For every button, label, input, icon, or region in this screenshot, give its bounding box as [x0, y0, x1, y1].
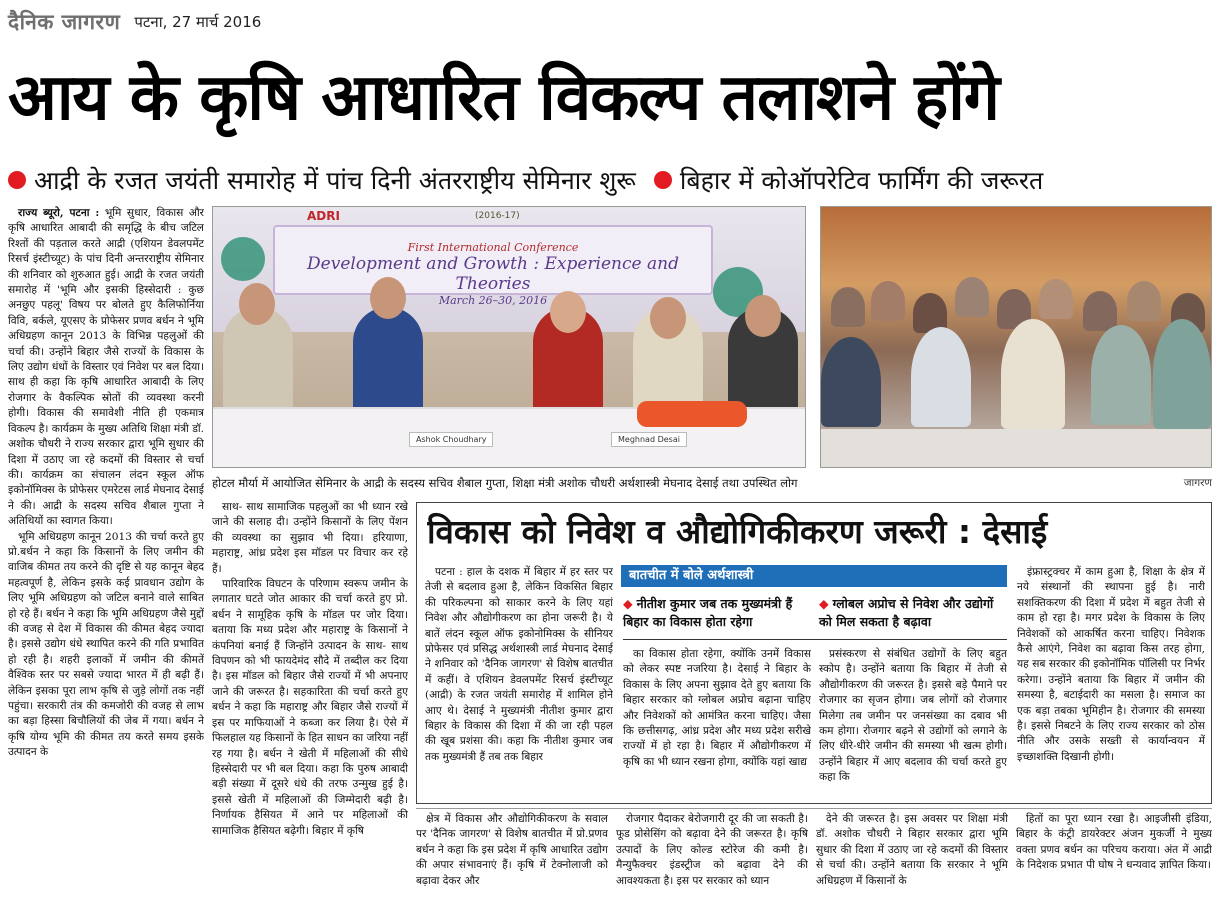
box-paragraph: का विकास होता रहेगा, क्योंकि उनमें विकास को लेकर स्पष्ट नजरिया है। देसाई ने बिहार के विकास के लिए अपना सुझाव देते हुए बताया कि बिहार सरकार को ग्लोबल अप्रोच बढ़ाना चाहिए और निवेशकों को आमंत्रित करना चाहिए। जैसा कि छत्तीसगढ़, आंध्र प्रदेश और मध्य प्रदेश सरीखे राज्यों में हो रहा है। बिहार में औद्योगीकरण में कृषि का भी ध्यान रखना होगा, क्योंकि यहां खाद्य — [623, 648, 811, 768]
subhead-row — [8, 160, 1212, 200]
box-column-2 — [623, 647, 811, 801]
boxed-story — [416, 502, 1212, 804]
speaker-head — [239, 283, 275, 325]
subhead-2: बिहार में कोऑपरेटिव फार्मिंग की जरूरत — [679, 166, 1044, 195]
speaker-head — [550, 291, 586, 333]
banner-line-2: Development and Growth : Experience and Theories — [307, 254, 679, 294]
audience-member — [1091, 325, 1151, 425]
newspaper-logo: दैनिक जागरण — [8, 9, 121, 34]
photo-credit: जागरण — [1183, 477, 1212, 489]
pull-quote-1 — [623, 595, 811, 631]
story-column-5 — [816, 812, 1008, 896]
story-paragraph: रोजगार पैदाकर बेरोजगारी दूर की जा सकती है। फूड प्रोसेसिंग को बढ़ावा देने की जरूरत है। कृषि उत्पादों के लिए कोल्ड स्टोरेज की कमी है। मैन्युफैक्चर इंडस्ट्रीज को बढ़ावा देने की आवश्यकता है। इस पर सरकार को ध्यान — [616, 813, 808, 887]
pull-quote-2 — [819, 595, 1007, 631]
story-paragraph: पारिवारिक विघटन के परिणाम स्वरूप जमीन के लगातार घटते जोत आकार की चर्चा करते हुए प्रो. बर्धन ने सामूहिक कृषि के मॉडल पर जोर दिया। बताया कि मध्य प्रदेश और महाराष्ट्र के किसानों ने कंपनियां बनाई हैं जिन्होंने उत्पादन के साथ- साथ विपणन को भी फायदेमंद सौदे में तब्दील कर दिया है। इस मॉडल को बिहार जैसे राज्यों में भी अपनाए जाने की जरूरत है। सहकारिता की चर्चा करते हुए बर्धन ने कहा कि महाराष्ट्र और बिहार जैसे राज्यों में इस पर माफियाओं ने कब्जा कर लिया है। ऐसे में फिलहाल यह किसानों के हित साधन का जरिया नहीं रह गया है। बर्धन ने खेती में महिलाओं की सीधे हिस्सेदारी पर भी बल दिया। कहा कि पुरुष आबादी बड़ी संख्या में दूसरे धंधे की तरफ उन्मुख हुई है। इससे खेती में महिलाओं की जिम्मेदारी बढ़ी है। निर्णायक हैसियत में आने पर महिलाओं की सामाजिक हैसियत बढ़ेगी। बिहार में कृषि — [212, 578, 408, 837]
red-bullet-icon — [654, 171, 672, 189]
audience-member — [1001, 319, 1065, 429]
story-column-3 — [416, 812, 608, 896]
pull-quote-divider — [623, 639, 1007, 640]
box-paragraph: प्रसंस्करण से संबंधित उद्योगों के लिए बहुत स्कोप है। उन्होंने बताया कि बिहार में तेजी से औद्योगीकरण की जरूरत है। इससे बड़े पैमाने पर रोजगार का सृजन होगा। जब लोगों को रोजगार मिलेगा तब जमीन पर जनसंख्या का दबाव भी कम होगा। रोजगार बढ़ने से उद्योगों को लगाने के लिए धीरे-धीरे जमीन की समस्या भी खत्म होगी। उन्होंने बिहार में आए बदलाव की चर्चा करते हुए कहा कि — [819, 648, 1007, 784]
audience-member — [831, 287, 865, 327]
red-bullet-icon — [8, 171, 26, 189]
story-paragraph: साथ- साथ सामाजिक पहलुओं का भी ध्यान रखे जाने की सलाह दी। उन्होंने किसानों के लिए पेंशन की व्यवस्था का सुझाव भी दिया। हरियाणा, महाराष्ट्र, आंध्र प्रदेश इस मॉडल पर विचार कर रहे हैं। — [212, 501, 408, 575]
story-column-4 — [616, 812, 808, 896]
audience-member — [955, 277, 989, 317]
subhead-1: आद्री के रजत जयंती समारोह में पांच दिनी अंतरराष्ट्रीय सेमिनार शुरू — [34, 166, 636, 195]
emblem-icon — [221, 237, 265, 281]
audience-member — [821, 337, 881, 427]
banner-line-1: First International Conference — [407, 241, 579, 254]
red-diamond-icon: ◆ — [623, 596, 633, 611]
interview-banner: बातचीत में बोले अर्थशास्त्री — [621, 565, 1007, 587]
nameplate: Meghnad Desai — [611, 432, 687, 447]
audience-member — [1039, 279, 1073, 319]
box-column-4 — [1017, 565, 1205, 801]
audience-member — [911, 327, 971, 427]
audience-member — [871, 281, 905, 321]
pull-quote-text: ग्लोबल अप्रोच से निवेश और उद्योगों को मिल सकता है बढ़ावा — [819, 596, 994, 629]
box-column-3 — [819, 647, 1007, 801]
speaker-head — [370, 277, 406, 319]
box-paragraph: इंफ्रास्ट्रक्चर में काम हुआ है, शिक्षा के क्षेत्र में नये संस्थानों की स्थापना हुई है। नारी सशक्तिकरण की दिशा में प्रदेश में बहुत तेजी से काम हो रहा है। मगर प्रदेश के विकास के लिए निवेशकों को आकर्षित करना चाहिए। निवेशक कैसे आएंगे, निवेश का बढ़ावा किस तरह होगा, यह सब सरकार की इकोनॉमिक पॉलिसी पर निर्भर करेगा। उन्होंने बताया कि बिहार में जमीन की समस्या है, बटाईदारी का मसला है। समाज का एक बड़ा तबका भूमिहीन है। रोजगार की समस्या है। इससे निबटने के लिए राज्य सरकार को ठोस नीति और उसके सख्ती से कार्यान्वयन में इच्छाशक्ति दिखानी होगी। — [1017, 566, 1205, 763]
story-paragraph: देने की जरूरत है। इस अवसर पर शिक्षा मंत्री डॉ. अशोक चौधरी ने बिहार सरकार द्वारा भूमि सुधार की दिशा में उठाए जा रहे कदमों की विस्तार से चर्चा की। उन्होंने बताया कि सरकार ने भूमि अधिग्रहण में किसानों के — [816, 813, 1008, 887]
photo-caption — [212, 472, 1212, 494]
masthead — [8, 4, 261, 40]
photo-logo-text: ADRI — [307, 209, 340, 223]
box-paragraph: पटना : हाल के दशक में बिहार में हर स्तर पर तेजी से बदलाव हुआ है, लेकिन विकसित बिहार की परिकल्पना को साकार करने के लिए यहां निवेश और औद्योगीकरण का होना जरूरी है। ये बातें लंदन स्कूल ऑफ इकोनोमिक्स के सीनियर प्रोफेसर एवं प्रसिद्ध अर्थशास्त्री लार्ड मेघनाद देसाई ने शनिवार को 'दैनिक जागरण' से विशेष बातचीत में कहीं। वे एशियन डेवलपमेंट रिसर्च इंस्टीच्यूट (आद्री) के रजत जयंती समारोह में शामिल होने आए थे। देसाई ने मुख्यमंत्री नीतीश कुमार द्वारा बिहार के विकास की दिशा में की जा रही पहल की खूब प्रशंसा की। कहा कि नीतीश कुमार जब तक मुख्यमंत्री हैं तब तक बिहार — [425, 566, 613, 763]
conference-banner — [273, 225, 713, 307]
nameplate: Ashok Choudhary — [409, 432, 493, 447]
story-paragraph: हितों का पूरा ध्यान रखा है। आइजीसी इंडिया, बिहार के कंट्री डायरेक्टर अंजन मुकर्जी ने मुख्य वक्ता प्रणव बर्धन का परिचय कराया। अंत में आद्री के निदेशक प्रभात पी घोष ने धन्यवाद ज्ञापित किया। — [1016, 813, 1212, 872]
caption-text: होटल मौर्या में आयोजित सेमिनार के आद्री के सदस्य सचिव शैबाल गुप्ता, शिक्षा मंत्री अशोक चौधरी अर्थशास्त्री मेघनाद देसाई तथा उपस्थित लोग — [212, 476, 798, 490]
audience-member — [1127, 281, 1161, 321]
dateline: पटना, 27 मार्च 2016 — [134, 13, 262, 31]
story-paragraph: क्षेत्र में विकास और औद्योगिकीकरण के सवाल पर 'दैनिक जागरण' से विशेष बातचीत में प्रो.प्रणव बर्धन ने कहा कि इस प्रदेश में कृषि आधारित उद्योग की अपार संभावनाएं हैं। कृषि में टेक्नोलाजी को बढ़ावा देकर और — [416, 813, 608, 887]
conference-stage-photo — [212, 206, 806, 468]
story-paragraph: भूमि सुधार, विकास और कृषि आधारित आबादी की समृद्धि के बीच जटिल रिश्तों की पड़ताल करते आद्री (एशियन डेवलपमेंट रिसर्च इंस्टीच्यूट) के पांच दिनी अन्तरराष्ट्रीय सेमिनार की शनिवार को शुरुआत हुई। आद्री के रजत जयंती समारोह में 'भूमि और इसकी हिस्सेदारी : कुछ अनछुए पहलू' विषय पर बोलते हुए कैलिफोर्निया विवि, बर्कले, यूएसए के प्रोफेसर प्रणव बर्धन ने भूमि अधिग्रहण कानून 2013 के विभिन्न पहलुओं की चर्चा की। उन्होंने बिहार जैसे राज्यों के विकास के लिए उद्योग धंधों के विस्तार एवं निवेश पर बल दिया। साथ ही कहा कि कृषि आधारित आबादी के लिए रोजगार के वैकल्पिक स्रोतों की व्यवस्था करनी होगी। विकास की समावेशी नीति ही एकमात्र विकल्प है। कार्यक्रम के मुख्य अतिथि शिक्षा मंत्री डॉ. अशोक चौधरी ने राज्य सरकार द्वारा भूमि सुधार की दिशा में उठाए जा रहे कदमों की विस्तार से चर्चा की। कार्यक्रम का संचालन लंदन स्कूल ऑफ इकोनॉमिक्स के प्रोफेसर एमरेटस लार्ड मेघनाद देसाई ने की। आद्री के सदस्य सचिव शैबाल गुप्ता ने अतिथियों का स्वागत किया। — [8, 207, 204, 528]
boxed-story-headline: विकास को निवेश व औद्योगिकीकरण जरूरी : देसाई — [427, 512, 1048, 551]
divider — [416, 808, 1212, 809]
audience-member — [1083, 291, 1117, 331]
photo-banner-year: (2016-17) — [475, 211, 520, 221]
byline: राज्य ब्यूरो, पटना : — [18, 207, 100, 219]
main-headline: आय के कृषि आधारित विकल्प तलाशने होंगे — [8, 61, 999, 135]
audience-photo — [820, 206, 1212, 468]
chairs — [821, 429, 1211, 467]
red-diamond-icon: ◆ — [819, 596, 829, 611]
story-column-6 — [1016, 812, 1212, 896]
flower-arrangement — [637, 401, 747, 427]
banner-line-3: March 26–30, 2016 — [438, 294, 548, 307]
pull-quote-text: नीतीश कुमार जब तक मुख्यमंत्री हैं बिहार का विकास होता रहेगा — [623, 596, 793, 629]
story-paragraph: भूमि अधिग्रहण कानून 2013 की चर्चा करते हुए प्रो.बर्धन ने कहा कि किसानों के लिए जमीन की वाजिब कीमत तय करने की दृष्टि से यह कानून बेहद महत्वपूर्ण है, लेकिन इसके कई प्रावधान उद्योग के लिए भूमि अधिग्रहण को जटिल बनाने वाले साबित हो रहे हैं। बर्धन ने कहा कि भूमि अधिग्रहण जैसे मुद्दों की वजह से देश में विकास की कीमत बेहद ज्यादा है। इससे उद्योग धंधे स्थापित करने की गति प्रभावित हो रही है। शहरी इलाकों में जमीन की कीमतें वैश्विक स्तर पर सबसे ज्यादा भारत में ही बढ़ी हैं। लेकिन इसका पूरा लाभ कृषि से जुड़े लोगों तक नहीं पहुंचा। सरकारी तंत्र की कमजोरी की वजह से लाभ का बड़ा हिस्सा बिचौलियों की जेब में गया। बर्धन ने कृषि योग्य भूमि की कीमत तय करते समय इसके उत्पादन के — [8, 530, 204, 759]
speaker-head — [745, 295, 781, 337]
story-column-1 — [8, 206, 204, 896]
speaker-head — [650, 297, 686, 339]
story-column-2 — [212, 500, 408, 896]
box-column-1 — [425, 565, 613, 801]
audience-member — [1153, 319, 1211, 429]
